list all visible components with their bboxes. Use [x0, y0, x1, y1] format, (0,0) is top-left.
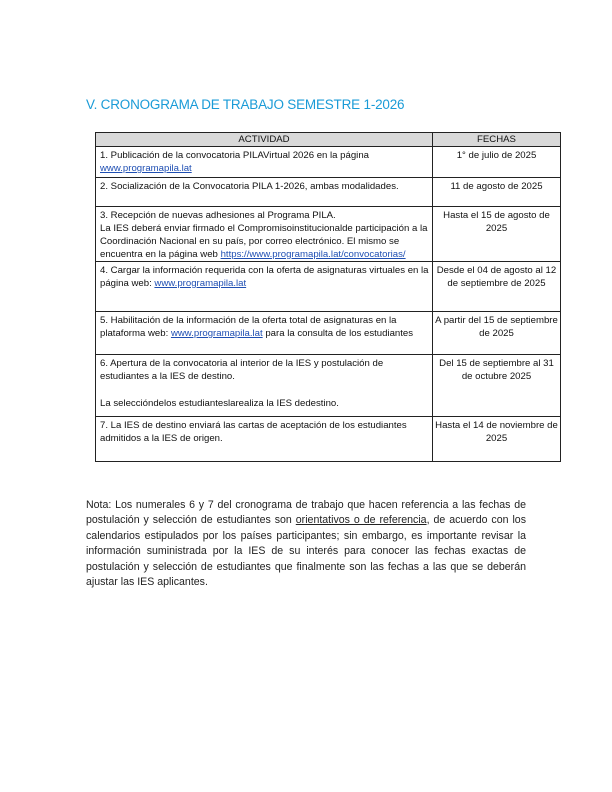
- activity-text: 7. La IES de destino enviará las cartas de aceptación de los estudiantes admitidos a la IES de origen.: [100, 420, 407, 444]
- note-underlined-text: orientativos o de referencia: [295, 514, 427, 527]
- activity-cell: [96, 147, 433, 178]
- activity-column-header: ACTIVIDAD: [96, 133, 433, 147]
- table-row: [96, 312, 561, 355]
- activity-text: 1. Publicación de la convocatoria PILAVirtual 2026 en la página: [100, 150, 369, 161]
- table-row: [96, 178, 561, 207]
- activity-cell: [96, 417, 433, 462]
- date-cell: Del 15 de septiembre al 31 de octubre 2025: [433, 355, 561, 417]
- note-paragraph: [86, 498, 526, 591]
- activity-cell: [96, 207, 433, 262]
- activity-cell: [96, 355, 433, 417]
- activity-text: 3. Recepción de nuevas adhesiones al Programa PILA.: [100, 210, 336, 221]
- schedule-table: [95, 132, 561, 462]
- date-cell: 11 de agosto de 2025: [433, 178, 561, 207]
- activity-link[interactable]: www.programapila.lat: [154, 278, 247, 289]
- note-text-continued: , de acuerdo con los calendarios estipulados por los países participantes; sin embargo, es importante revisar la información suministrada por la IES de su interés para conocer las fechas exactas de postulación y selección de estudiantes que finalmente son las fechas a las que se deberán ajustar las IES aplicantes.: [86, 514, 526, 589]
- date-cell: 1° de julio de 2025: [433, 147, 561, 178]
- activity-link[interactable]: https://www.programapila.lat/convocatorias/: [220, 249, 406, 260]
- activity-text-suffix: para la consulta de los estudiantes: [265, 328, 414, 339]
- table-row: [96, 207, 561, 262]
- activity-text: 4. Cargar la información requerida con la oferta de asignaturas virtuales en la página web:: [100, 265, 429, 289]
- table-row: [96, 355, 561, 417]
- date-cell: Desde el 04 de agosto al 12 de septiembre de 2025: [433, 262, 561, 312]
- note-text: Nota: Los numerales 6 y 7 del cronograma de trabajo que hacen referencia a las fechas de postulación y selección de estudiantes son: [86, 498, 526, 527]
- table-row: [96, 262, 561, 312]
- date-cell: Hasta el 14 de noviembre de 2025: [433, 417, 561, 462]
- dates-column-header: FECHAS: [433, 133, 561, 147]
- date-cell: A partir del 15 de septiembre de 2025: [433, 312, 561, 355]
- table-header-row: [96, 133, 561, 147]
- activity-link[interactable]: www.programapila.lat: [100, 163, 192, 174]
- activity-cell: [96, 262, 433, 312]
- activity-text-detail: La seleccióndelos estudianteslarealiza la IES dedestino.: [100, 398, 339, 409]
- date-cell: Hasta el 15 de agosto de 2025: [433, 207, 561, 262]
- table-row: [96, 417, 561, 462]
- activity-cell: [96, 312, 433, 355]
- table-row: [96, 147, 561, 178]
- activity-cell: [96, 178, 433, 207]
- activity-link[interactable]: www.programapila.lat: [170, 328, 263, 339]
- activity-text: 2. Socialización de la Convocatoria PILA 1-2026, ambas modalidades.: [100, 181, 399, 192]
- activity-text: 6. Apertura de la convocatoria al interior de la IES y postulación de estudiantes a la IES de destino.: [100, 358, 384, 382]
- activity-text-detail: La IES deberá enviar firmado el Compromisoinstitucionalde participación a la Coordinación Nacional en su país, por correo electrónico. El mismo se encuentra en la página web: [100, 223, 428, 260]
- section-title: V. CRONOGRAMA DE TRABAJO SEMESTRE 1-2026: [86, 97, 405, 112]
- activity-text: 5. Habilitación de la información de la oferta total de asignaturas en la plataforma web:: [100, 315, 397, 339]
